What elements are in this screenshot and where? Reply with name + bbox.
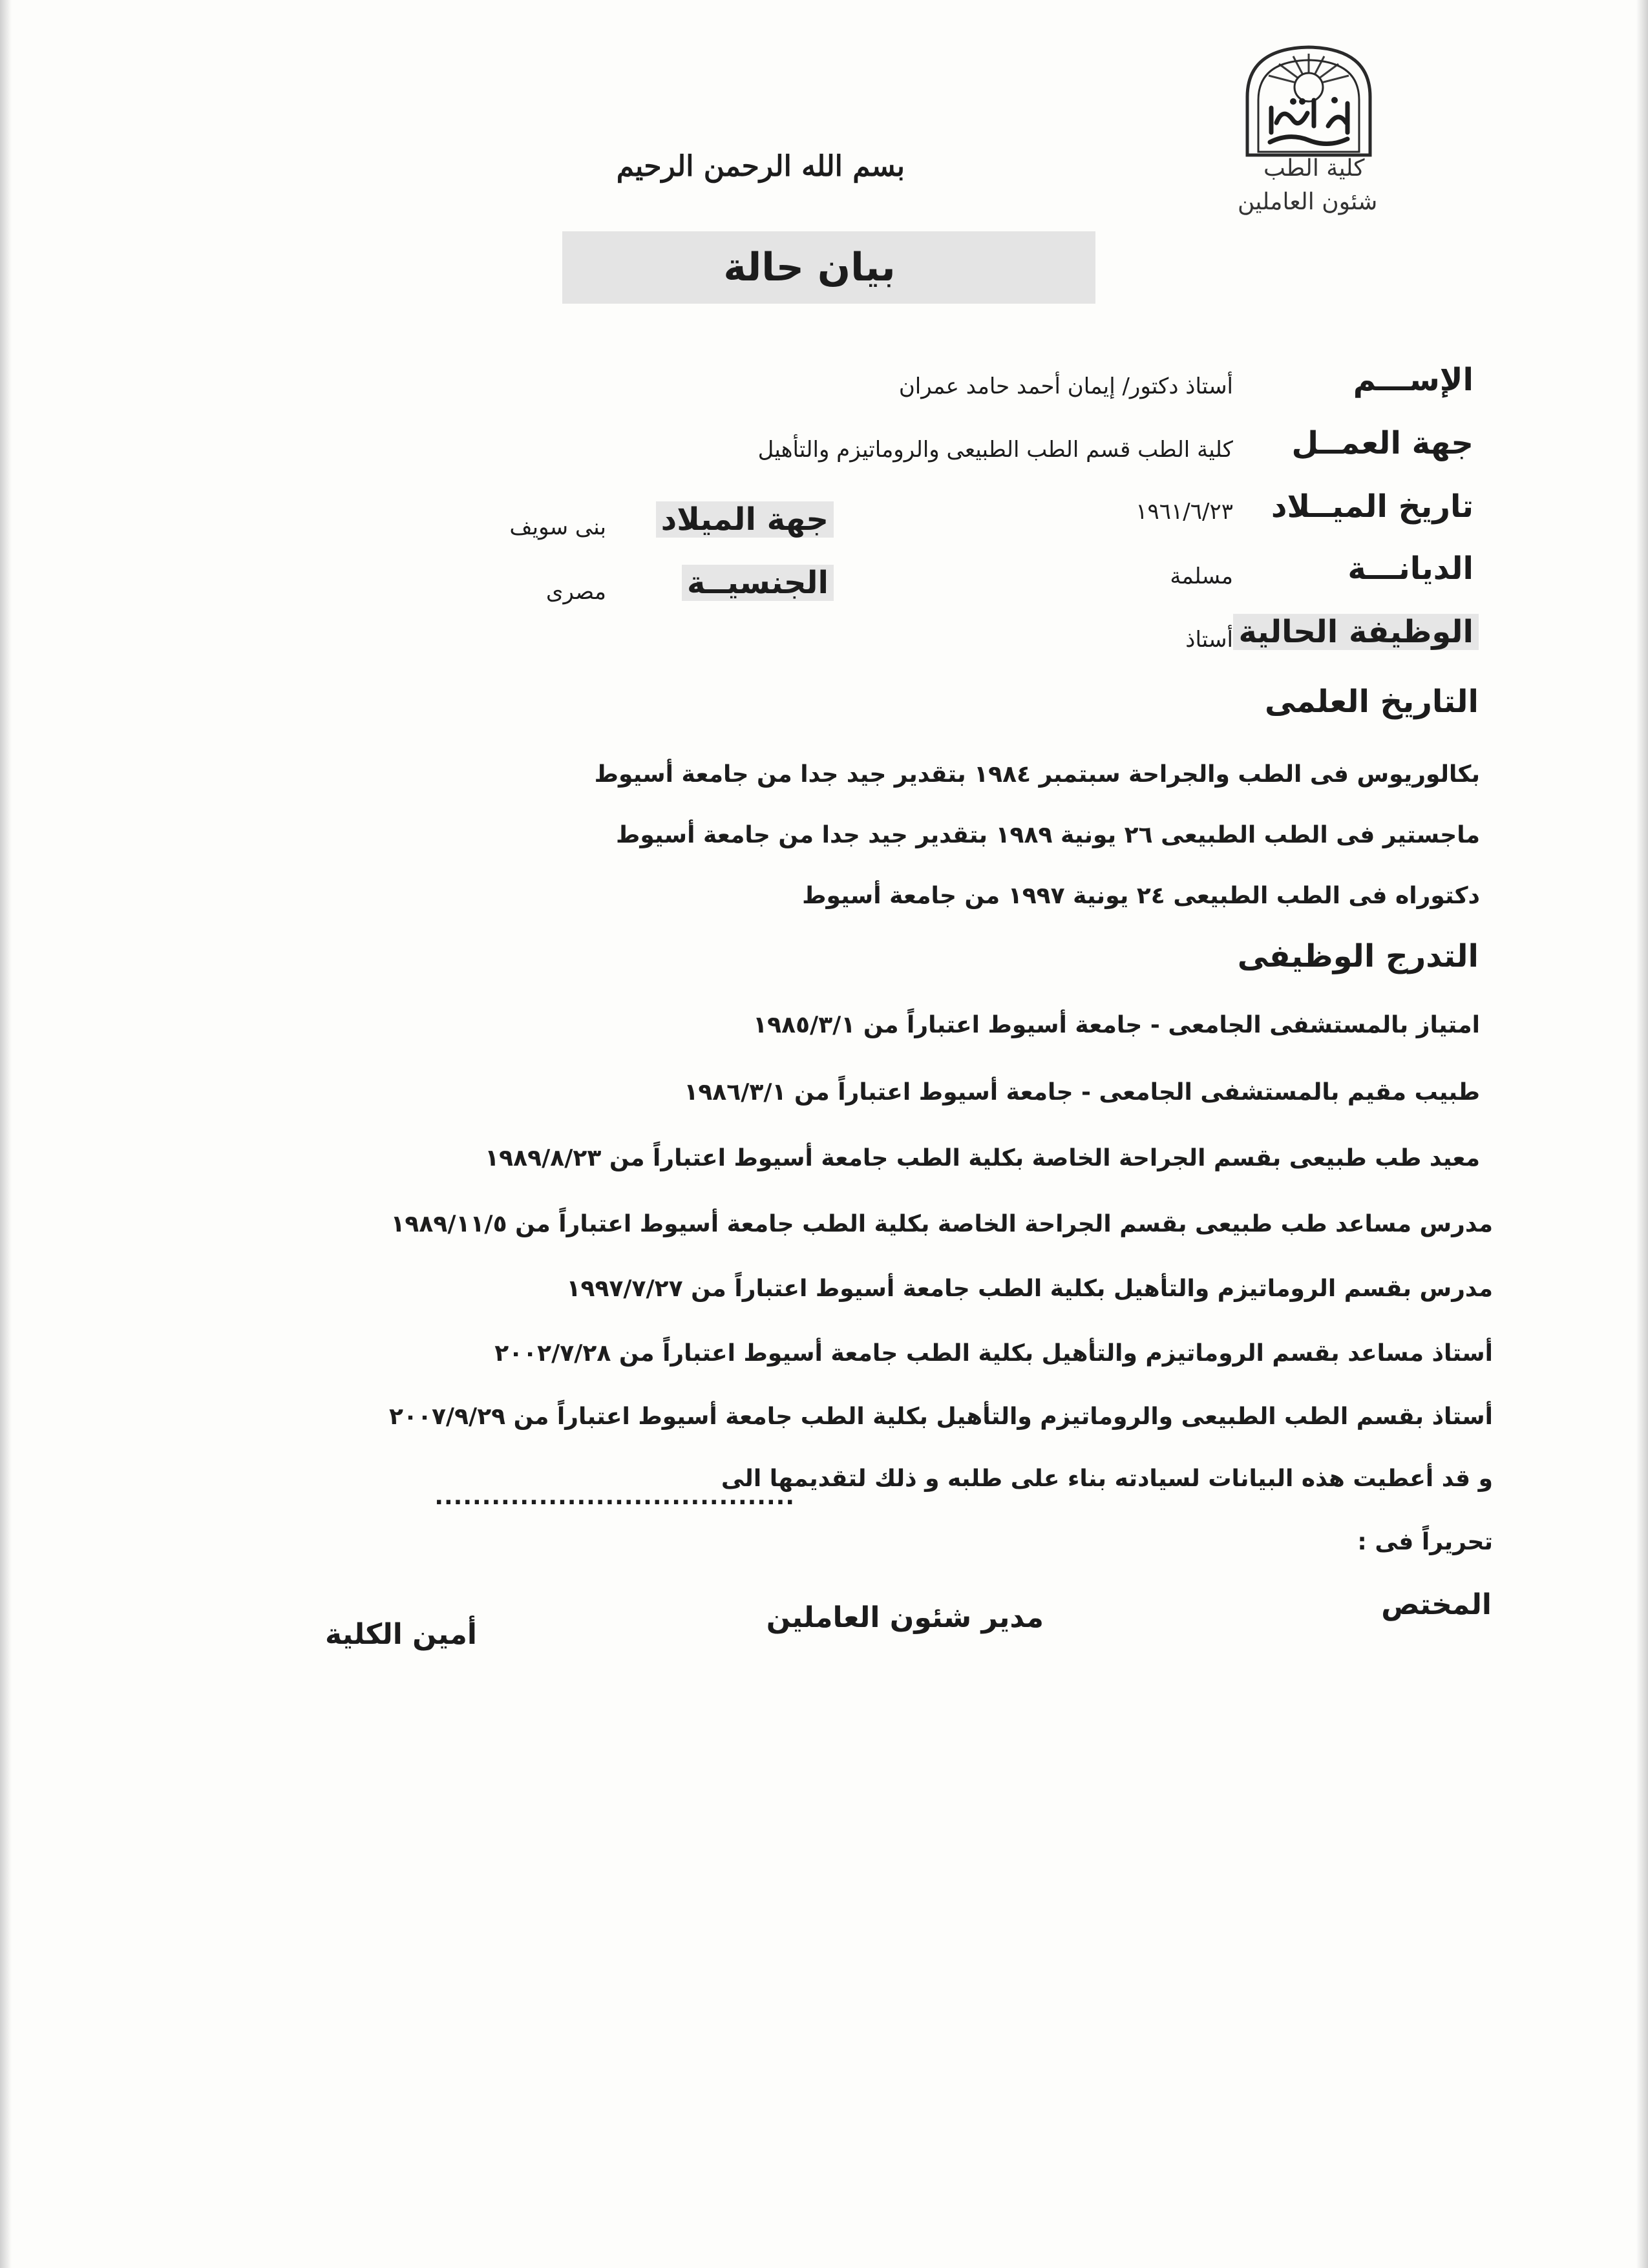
document-title: بيان حالة [723, 245, 896, 290]
religion-value: مسلمة [1170, 563, 1233, 589]
birthplace-label: جهة الميلاد [656, 501, 834, 538]
document-title-box [562, 231, 1095, 304]
nationality-label: الجنسيــة [682, 565, 834, 601]
faculty-name: كلية الطب [1263, 155, 1365, 182]
department-name: شئون العاملين [1238, 189, 1378, 215]
academic-item: بكالوريوس فى الطب والجراحة سبتمبر ١٩٨٤ بتقدير جيد جدا من جامعة أسيوط [594, 761, 1480, 788]
nationality-value: مصرى [545, 579, 606, 605]
work-label: جهة العمــل [1291, 425, 1474, 461]
position-value: أستاذ [1185, 627, 1233, 653]
birthplace-value: بنى سويف [509, 514, 606, 540]
academic-heading: التاريخ العلمى [1265, 684, 1479, 720]
position-label: الوظيفة الحالية [1233, 614, 1479, 650]
career-heading: التدرج الوظيفى [1237, 938, 1479, 974]
scan-edge-left [0, 0, 12, 2268]
closing-dots: ...................................... [434, 1484, 795, 1510]
birthdate-label: تاريخ الميــلاد [1271, 488, 1474, 525]
work-value: كلية الطب قسم الطب الطبيعى والروماتيزم والتأهيل [757, 437, 1233, 463]
career-item: معيد طب طبيعى بقسم الجراحة الخاصة بكلية الطب جامعة أسيوط اعتباراً من ١٩٨٩/٨/٢٣ [485, 1145, 1480, 1171]
career-item: مدرس مساعد طب طبيعى بقسم الجراحة الخاصة بكلية الطب جامعة أسيوط اعتباراً من ١٩٨٩/١١/٥ [390, 1211, 1493, 1237]
name-value: أستاذ دكتور/ إيمان أحمد حامد عمران [898, 373, 1233, 399]
birthdate-value: ١٩٦١/٦/٢٣ [1136, 499, 1233, 525]
specialist-signature: المختص [1381, 1588, 1492, 1621]
academic-item: ماجستير فى الطب الطبيعى ٢٦ يونية ١٩٨٩ بتقدير جيد جدا من جامعة أسيوط [616, 822, 1480, 848]
closing-statement: و قد أعطيت هذه البيانات لسيادته بناء على طلبه و ذلك لتقديمها الى [721, 1465, 1493, 1492]
hr-manager-signature: مدير شئون العاملين [766, 1601, 1044, 1634]
academic-item: دكتوراه فى الطب الطبيعى ٢٤ يونية ١٩٩٧ من جامعة أسيوط [802, 883, 1480, 909]
scan-edge-right [1636, 0, 1648, 2268]
name-label: الإســـم [1353, 362, 1474, 398]
career-item: أستاذ بقسم الطب الطبيعى والروماتيزم والتأهيل بكلية الطب جامعة أسيوط اعتباراً من ٢٠٠٧/٩/٢٩ [389, 1403, 1493, 1430]
faculty-secretary-signature: أمين الكلية [325, 1618, 477, 1651]
career-item: مدرس بقسم الروماتيزم والتأهيل بكلية الطب جامعة أسيوط اعتباراً من ١٩٩٧/٧/٢٧ [566, 1276, 1493, 1302]
religion-label: الديانـــة [1347, 551, 1474, 587]
career-item: امتياز بالمستشفى الجامعى - جامعة أسيوط اعتباراً من ١٩٨٥/٣/١ [753, 1012, 1480, 1038]
written-in-label: تحريراً فى : [1357, 1529, 1493, 1555]
career-item: أستاذ مساعد بقسم الروماتيزم والتأهيل بكلية الطب جامعة أسيوط اعتباراً من ٢٠٠٢/٧/٢٨ [494, 1340, 1493, 1367]
career-item: طبيب مقيم بالمستشفى الجامعى - جامعة أسيوط اعتباراً من ١٩٨٦/٣/١ [684, 1079, 1480, 1106]
basmala-heading: بسم الله الرحمن الرحيم [616, 150, 905, 183]
